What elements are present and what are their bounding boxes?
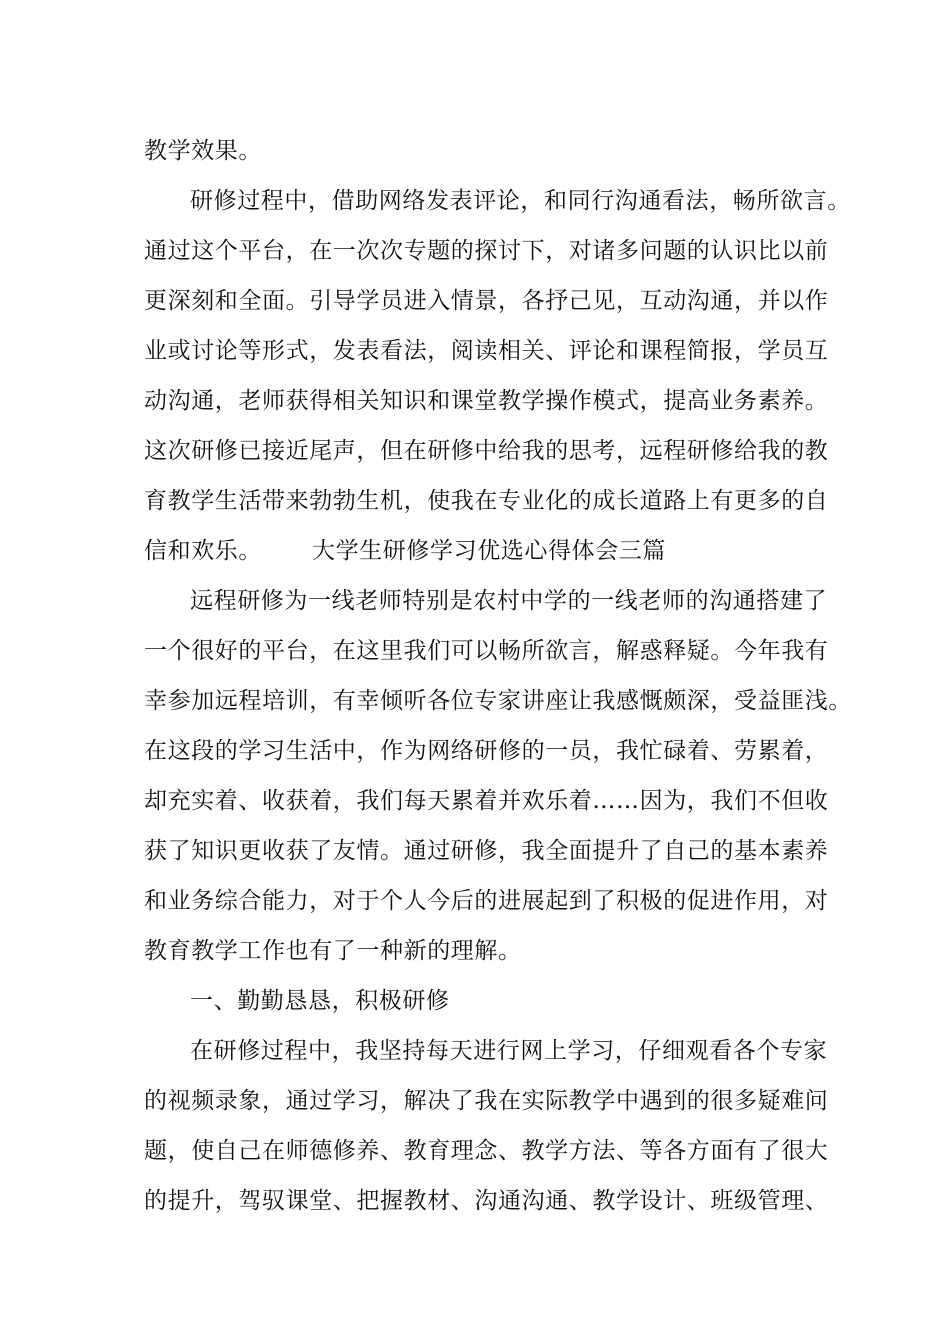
text-line: 幸参加远程培训，有幸倾听各位专家讲座让我感慨颇深，受益匪浅。: [144, 688, 852, 714]
text-line: 的提升，驾驭课堂、把握教材、沟通沟通、教学设计、班级管理、: [144, 1188, 829, 1214]
text-line: 育教学生活带来勃勃生机，使我在专业化的成长道路上有更多的自: [144, 488, 829, 514]
text-line: 这次研修已接近尾声，但在研修中给我的思考，远程研修给我的教: [144, 438, 829, 464]
text-line: 题，使自己在师德修养、教育理念、教学方法、等各方面有了很大: [144, 1138, 829, 1164]
text-line: 通过这个平台，在一次次专题的探讨下，对诸多问题的认识比以前: [144, 238, 829, 264]
text-line: 更深刻和全面。引导学员进入情景，各抒己见，互动沟通，并以作: [144, 288, 829, 314]
section-heading: 一、勤勤恳恳，积极研修: [190, 988, 450, 1014]
text-line: 信和欢乐。: [144, 538, 262, 564]
document-heading: 大学生研修学习优选心得体会三篇: [312, 538, 666, 564]
text-line-with-heading: [144, 536, 666, 566]
paragraph-first-line: 远程研修为一线老师特别是农村中学的一线老师的沟通搭建了: [190, 588, 828, 614]
paragraph-first-line: 研修过程中，借助网络发表评论，和同行沟通看法，畅所欲言。: [190, 188, 851, 214]
text-line: 获了知识更收获了友情。通过研修，我全面提升了自己的基本素养: [144, 838, 829, 864]
text-line: 教学效果。: [144, 138, 262, 164]
text-line: 在这段的学习生活中，作为网络研修的一员，我忙碌着、劳累着，: [144, 738, 829, 764]
text-line: 动沟通，老师获得相关知识和课堂教学操作模式，提高业务素养。: [144, 388, 829, 414]
text-line: 却充实着、收获着，我们每天累着并欢乐着……因为，我们不但收: [144, 788, 829, 814]
text-line: 业或讨论等形式，发表看法，阅读相关、评论和课程简报，学员互: [144, 338, 829, 364]
text-line: 教育教学工作也有了一种新的理解。: [144, 938, 522, 964]
text-line: 一个很好的平台，在这里我们可以畅所欲言，解惑释疑。今年我有: [144, 638, 829, 664]
paragraph-first-line: 在研修过程中，我坚持每天进行网上学习，仔细观看各个专家: [190, 1038, 828, 1064]
text-line: 和业务综合能力，对于个人今后的进展起到了积极的促进作用，对: [144, 888, 829, 914]
text-line: 的视频录象，通过学习，解决了我在实际教学中遇到的很多疑难问: [144, 1088, 829, 1114]
